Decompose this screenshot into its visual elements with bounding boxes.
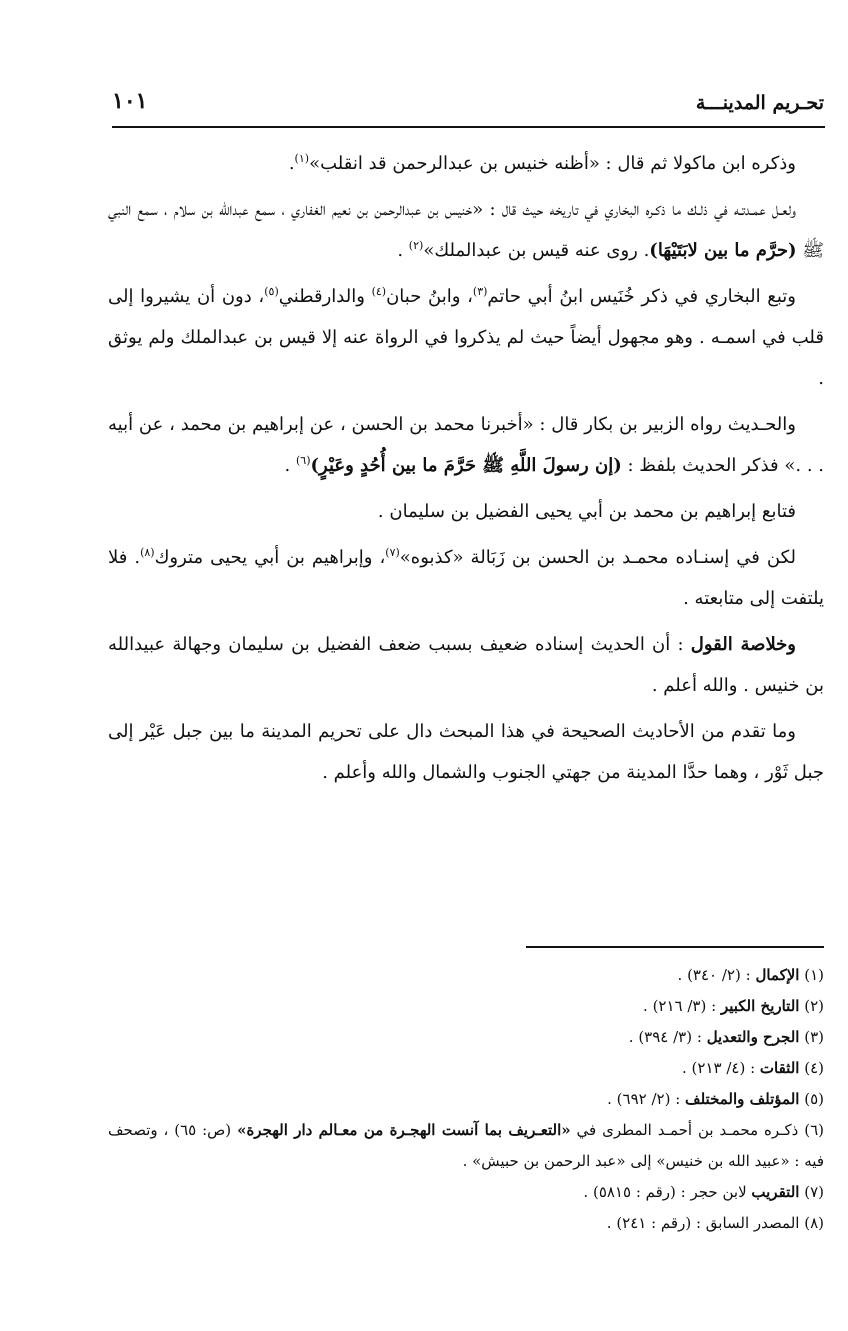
footnote-rule [526, 946, 824, 948]
footnote-ref-2: (٢) [408, 239, 424, 252]
paragraph-2: ولعـل عمـدتـه في ذلـك ما ذكـره البخاري في تاريخه حيث قال : «خنيس بن عبدالرحمن بن نعيم الغفاري ، سمع عبدالله بن سلام ، سمع النبي ﷺ (حرَّم ما بين لابَتَيْهَا). روى عنه قيس بن عبدالملك»$^{(٢)}$ . [108, 199, 824, 261]
footnote-6: (٦) ذكـره محمـد بن أحمـد المطرى في «التعـريف بما آنست الهجـرة من معـالم دار الهجرة» (ص: ٦٥) ، وتصحف فيه : «عبيد الله بن خنيس» إلى «عبد الرحمن بن حبيش» . [108, 1121, 825, 1170]
paragraph-3: وتبع البخاري في ذكر خُنَيس ابنُ أبي حاتم$^{(٣)}$، وابنُ حبان$^{(٤)}$ والدارقطني$^{(٥)}$، دون أن يشيروا إلى قلب في اسمـه . وهو مجهول أيضاً حيث لم يذكروا في الرواة عنه إلا قيس بن عبدالملك ولم يوثق . [108, 285, 824, 389]
footnote-ref-5: (٥) [264, 285, 279, 298]
footnote-ref-3: (٣) [472, 285, 488, 298]
footnotes [108, 960, 824, 1239]
running-title: تحـريم المدينـــة [695, 92, 824, 114]
paragraph-4: والحـديث رواه الزبير بن بكار قال : «أخبرنا محمد بن الحسن ، عن إبراهيم بن محمد ، عن أبيه . . .» فذكر الحديث بلفظ : (إن رسولَ اللَّهِ ﷺ حَرَّمَ ما بين أُحُدٍ وعَيْرٍ)$^{(٦)}$ . [108, 414, 824, 476]
paragraph-7: وخلاصة القول : أن الحديث إسناده ضعيف بسبب ضعف الفضيل بن سليمان وجهالة عبيدالله بن خنيس . والله أعلم . [108, 634, 824, 696]
footnote-ref-7: (٧) [385, 546, 400, 559]
conclusion-label: وخلاصة القول [690, 634, 797, 655]
footnote-3: (٣) الجرح والتعديل : (٣/ ٣٩٤) . [628, 1028, 824, 1046]
footnote-ref-8: (٨) [140, 546, 155, 559]
footnote-5: (٥) المؤتلف والمختلف : (٢/ ٦٩٢) . [607, 1090, 824, 1108]
footnote-7: (٧) التقريب لابن حجر : (رقم : ٥٨١٥) . [583, 1183, 824, 1201]
page-header [112, 78, 824, 122]
main-text [108, 143, 824, 798]
paragraph-1: وذكره ابن ماكولا ثم قال : «أظنه خنيس بن عبدالرحمن قد انقلب»$^{(١)}$. [288, 152, 796, 174]
hadith-quote: (حرَّم ما بين لابَتَيْهَا) [649, 240, 797, 261]
footnote-ref-6: (٦) [296, 454, 311, 467]
footnote-ref-4: (٤) [371, 285, 387, 298]
paragraph-5: فتابع إبراهيم بن محمد بن أبي يحيى الفضيل بن سليمان . [377, 501, 796, 522]
header-rule [112, 126, 825, 128]
hadith-quote: (إن رسولَ اللَّهِ ﷺ حَرَّمَ ما بين أُحُدٍ وعَيْرٍ) [310, 455, 622, 476]
footnote-ref-1: (١) [294, 152, 310, 165]
paragraph-6: لكن في إسنـاده محمـد بن الحسن بن زَبَالة «كذبوه»$^{(٧)}$، وإبراهيم بن أبي يحيى متروك$^{(٨)}$. فلا يلتفت إلى متابعته . [108, 546, 824, 609]
footnote-8: (٨) المصدر السابق : (رقم : ٢٤١) . [606, 1214, 824, 1232]
footnote-2: (٢) التاريخ الكبير : (٣/ ٢١٦) . [643, 997, 824, 1015]
footnote-1: (١) الإكمال : (٢/ ٣٤٠) . [677, 966, 824, 984]
footnote-4: (٤) الثقات : (٤/ ٢١٣) . [682, 1059, 824, 1077]
page-number: ١٠١ [112, 88, 148, 114]
paragraph-8: وما تقدم من الأحاديث الصحيحة في هذا المبحث دال على تحريم المدينة ما بين جبل عَيْر إلى جبل ثَوْر ، وهما حدَّا المدينة من جهتي الجنوب والشمال والله وأعلم . [108, 721, 824, 783]
